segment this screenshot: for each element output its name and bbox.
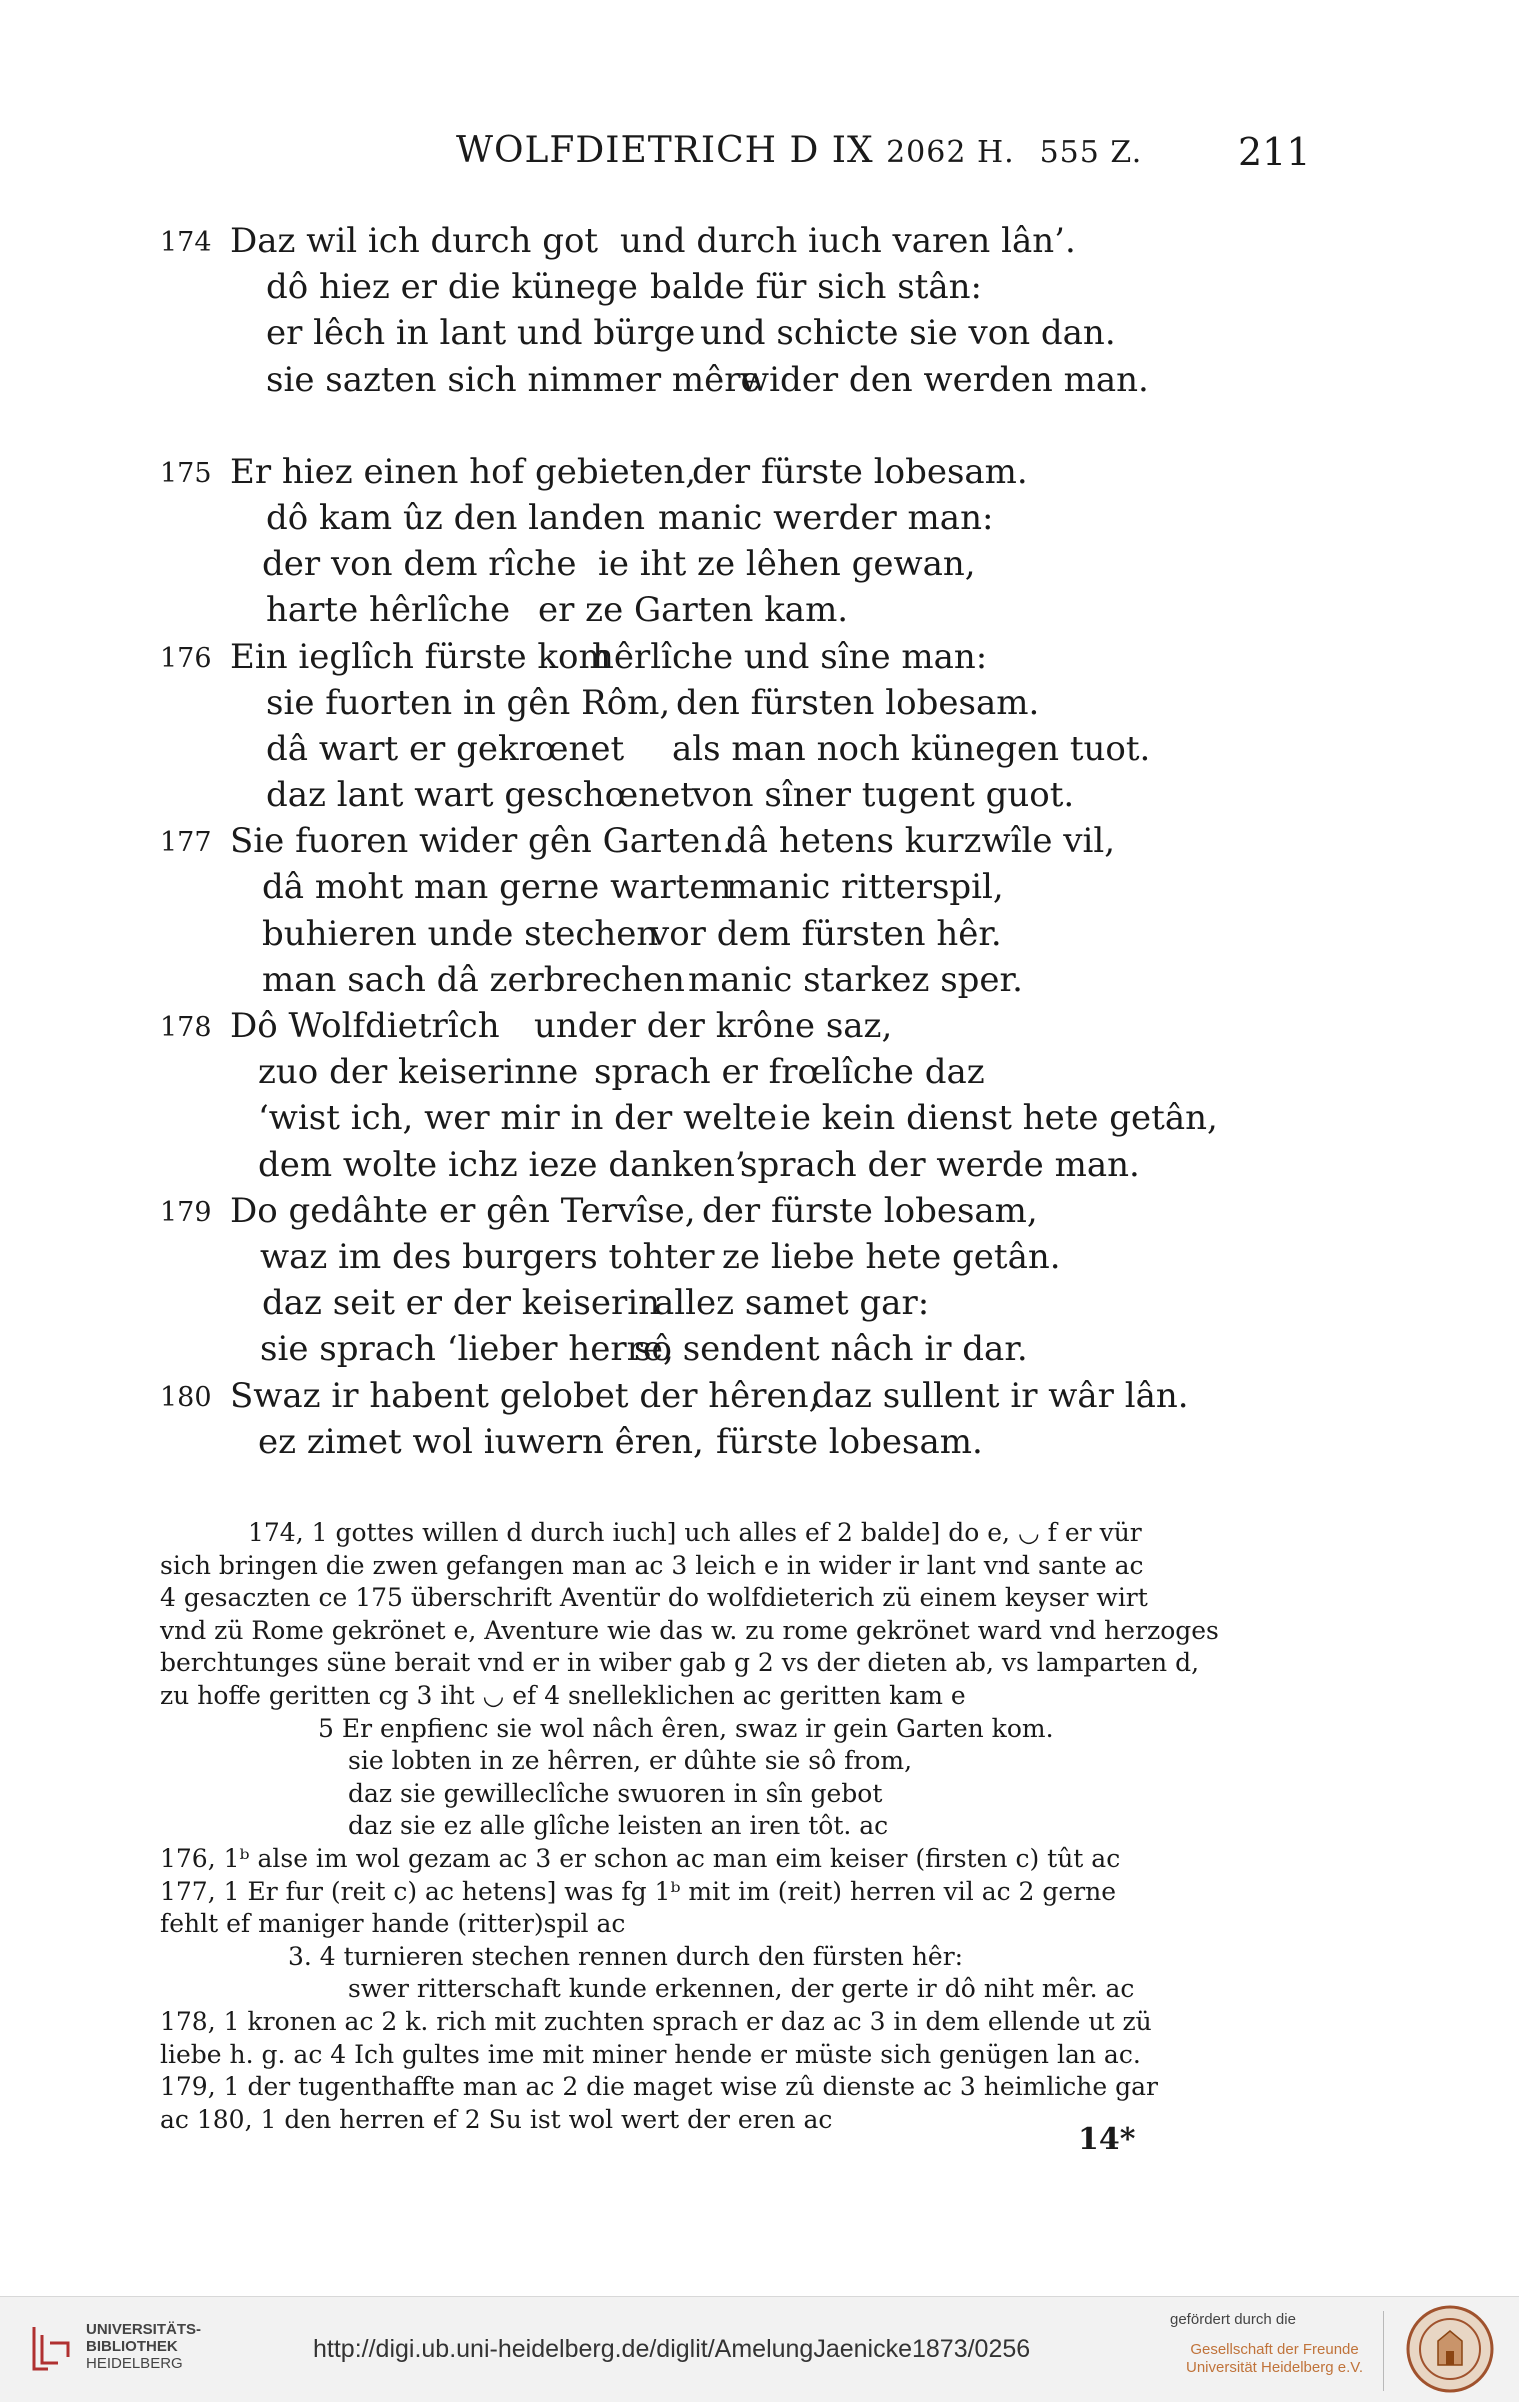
note-line (160, 1713, 1290, 1746)
stanza-number: 180 (160, 1381, 212, 1413)
verse-second-half: hêrlîche und sîne man: (592, 636, 988, 677)
stanza-177 (0, 818, 1519, 1003)
verse-first-half: daz seit er der keiserin (262, 1283, 660, 1324)
verse-first-half: sie sprach ‘lieber herre, (260, 1329, 674, 1370)
verse-line (0, 864, 1519, 910)
header-ref-1: 2062 H. (886, 135, 1015, 170)
stanza-174 (0, 218, 1519, 403)
note-line (160, 1745, 1290, 1778)
note-text: 4 gesaczten ce 175 überschrift Aventür do wolfdieterich zü einem keyser wirt (160, 1583, 1148, 1613)
verse-line (0, 587, 1519, 633)
verse-line (0, 1142, 1519, 1188)
verse-second-half: manic starkez sper. (688, 959, 1023, 1000)
verse-second-half: der fürste lobesam, (702, 1190, 1038, 1231)
verse-first-half: Dô Wolfdietrîch (230, 1006, 500, 1046)
verse-first-half: waz im des burgers tohter (260, 1236, 715, 1277)
verse-second-half: er ze Garten kam. (538, 590, 849, 631)
verse-line (0, 772, 1519, 818)
page-number: 211 (1238, 130, 1311, 174)
verse-line (0, 911, 1519, 957)
verse-line (0, 818, 1519, 864)
note-text: daz sie gewilleclîche swuoren in sîn gebot (348, 1778, 883, 1808)
stanza-number: 176 (160, 642, 212, 674)
note-text: swer ritterschaft kunde erkennen, der gerte ir dô niht mêr. ac (348, 1974, 1135, 2004)
note-text: sie lobten in ze hêrren, er dûhte sie sô from, (348, 1746, 913, 1776)
header-ref-2: 555 Z. (1039, 135, 1143, 170)
note-text: 177, 1 Er fur (reit c) ac hetens] was fg 1ᵇ mit im (reit) herren vil ac 2 gerne (160, 1876, 1117, 1906)
verse-second-half: und schicte sie von dan. (700, 313, 1116, 354)
note-line (160, 1778, 1290, 1811)
note-line (160, 1615, 1290, 1648)
verse-second-half: den fürsten lobesam. (676, 682, 1040, 723)
stanza-175 (0, 449, 1519, 634)
verse-second-half: manic ritterspil, (726, 867, 1004, 908)
note-line (160, 1582, 1290, 1615)
stanza-176 (0, 634, 1519, 819)
verse-first-half: der von dem rîche (262, 544, 577, 585)
verse-line (0, 264, 1519, 310)
verse-line (0, 218, 1519, 264)
note-line (160, 1517, 1290, 1550)
verse-first-half: zuo der keiserinne (258, 1052, 579, 1093)
header-title: WOLFDIETRICH D IX (456, 130, 874, 171)
verse-line (0, 1326, 1519, 1372)
running-header (0, 126, 1519, 186)
verse-line (0, 1003, 1519, 1049)
note-line (160, 1647, 1290, 1680)
verse-first-half: er lêch in lant und bürge (266, 313, 696, 354)
note-line (160, 1973, 1290, 2006)
verse-first-half: daz lant wart geschœnet (266, 775, 694, 816)
sponsor-name: Gesellschaft der Freunde Universität Heidelberg e.V. (1186, 2341, 1364, 2376)
verse-line (0, 495, 1519, 541)
note-line (160, 1810, 1290, 1843)
verse-first-half: Er hiez einen hof gebieten, (230, 451, 697, 492)
verse-second-half: ze liebe hete getân. (722, 1236, 1061, 1277)
note-line (160, 1908, 1290, 1941)
verse-line (0, 310, 1519, 356)
stanza-number: 175 (160, 457, 212, 489)
verse-first-half: dâ moht man gerne warten (262, 867, 732, 908)
running-title (456, 130, 1142, 171)
note-line (160, 1876, 1290, 1909)
note-text: sich bringen die zwen gefangen man ac 3 leich e in wider ir lant vnd sante ac (160, 1550, 1144, 1580)
library-logo-icon (28, 2323, 74, 2375)
note-line (160, 2006, 1290, 2039)
note-line (160, 1680, 1290, 1713)
verse-line (0, 1049, 1519, 1095)
verse-first-half: dô hiez er die künege (266, 267, 638, 308)
verse-first-half: dem wolte ichz ieze danken’ (258, 1144, 746, 1185)
verse-first-half: dô kam ûz den landen (266, 497, 645, 538)
permalink-url[interactable]: http://digi.ub.uni-heidelberg.de/diglit/AmelungJaenicke1873/0256 (313, 2335, 1031, 2363)
verse-second-half: als man noch künegen tuot. (672, 728, 1151, 769)
verse-line (0, 1280, 1519, 1326)
verse-second-half: allez samet gar: (654, 1283, 930, 1324)
stanza-number: 174 (160, 227, 212, 258)
verse-second-half: manic werder man: (658, 497, 994, 538)
verse-second-half: ie kein dienst hete getân, (780, 1098, 1218, 1139)
stanza-178 (0, 1003, 1519, 1188)
note-text: ac 180, 1 den herren ef 2 Su ist wol wert der eren ac (160, 2104, 833, 2134)
verse-first-half: sie fuorten in gên Rôm, (266, 682, 671, 723)
note-text: 178, 1 kronen ac 2 k. rich mit zuchten sprach er daz ac 3 in dem ellende ut zü (160, 2006, 1152, 2036)
verse-line (0, 1234, 1519, 1280)
verse-first-half: dâ wart er gekrœnet (266, 728, 625, 769)
note-line (160, 1843, 1290, 1876)
verse-line (0, 957, 1519, 1003)
verse-second-half: sô sendent nâch ir dar. (634, 1329, 1028, 1370)
verse-second-half: wider den werden man. (740, 359, 1149, 400)
note-text: 5 Er enpfienc sie wol nâch êren, swaz ir gein Garten kom. (318, 1713, 1054, 1743)
verse-second-half: dâ hetens kurzwîle vil, (726, 821, 1116, 862)
signature-mark: 14* (1078, 2122, 1136, 2157)
university-seal-icon (1404, 2303, 1496, 2395)
note-line (160, 2039, 1290, 2072)
verse-second-half: daz sullent ir wâr lân. (812, 1375, 1189, 1416)
verse-first-half: ez zimet wol iuwern êren, (258, 1421, 704, 1462)
note-text: 176, 1ᵇ alse im wol gezam ac 3 er schon ac man eim keiser (firsten c) tût ac (160, 1843, 1121, 1873)
note-line (160, 2071, 1290, 2104)
stanza-number: 179 (160, 1196, 212, 1228)
note-text: 174, 1 gottes willen d durch iuch] uch alles ef 2 balde] do e, ◡ f er vür (248, 1518, 1142, 1547)
note-text: vnd zü Rome gekrönet e, Aventure wie das w. zu rome gekrönet ward vnd herzoges (160, 1615, 1219, 1645)
verse-first-half: Sie fuoren wider gên Garten. (230, 821, 733, 862)
stanza-179 (0, 1188, 1519, 1373)
verse-line (0, 726, 1519, 772)
verse-first-half: Swaz ir habent gelobet der hêren, (230, 1375, 820, 1416)
note-text: fehlt ef maniger hande (ritter)spil ac (160, 1909, 626, 1939)
verse-second-half: under der krône saz, (534, 1006, 893, 1046)
verse-line (0, 541, 1519, 587)
note-text: 179, 1 der tugenthaffte man ac 2 die maget wise zû dienste ac 3 heimliche gar (160, 2072, 1159, 2102)
stanza-number: 177 (160, 827, 212, 859)
verse-second-half: von sîner tugent guot. (692, 775, 1075, 816)
verse-second-half: und durch iuch varen lân’. (620, 221, 1076, 261)
verse-first-half: Ein ieglîch fürste kom (230, 636, 611, 677)
note-line (160, 1550, 1290, 1583)
verse-second-half: fürste lobesam. (716, 1421, 983, 1462)
note-text: 3. 4 turnieren stechen rennen durch den fürsten hêr: (288, 1941, 964, 1971)
verse-line (0, 1419, 1519, 1465)
verse-second-half: der fürste lobesam. (692, 451, 1028, 492)
stanza-number: 178 (160, 1012, 212, 1043)
note-text: liebe h. g. ac 4 Ich gultes ime mit miner hende er müste sich genügen lan ac. (160, 2039, 1141, 2069)
verse-line (0, 634, 1519, 680)
verse-text (0, 218, 1519, 1465)
verse-first-half: Do gedâhte er gên Tervîse, (230, 1190, 696, 1231)
verse-second-half: balde für sich stân: (650, 267, 982, 308)
note-text: daz sie ez alle glîche leisten an iren tôt. ac (348, 1811, 889, 1841)
footer-bar (0, 2296, 1519, 2402)
verse-line (0, 1188, 1519, 1234)
verse-second-half: sprach der werde man. (740, 1144, 1140, 1185)
verse-line (0, 449, 1519, 495)
verse-line (0, 1373, 1519, 1419)
footer-divider (1383, 2311, 1384, 2391)
stanza-180 (0, 1373, 1519, 1465)
apparatus-notes (160, 1517, 1290, 2136)
verse-first-half: man sach dâ zerbrechen (262, 959, 685, 1000)
verse-first-half: sie sazten sich nimmer mêre (266, 359, 761, 400)
library-name: UNIVERSITÄTS- BIBLIOTHEK HEIDELBERG (86, 2321, 202, 2372)
verse-first-half: buhieren unde stechen (262, 913, 659, 954)
verse-first-half: ‘wist ich, wer mir in der welte (258, 1098, 777, 1139)
sponsor-label: gefördert durch die (1170, 2311, 1296, 2328)
note-text: zu hoffe geritten cg 3 iht ◡ ef 4 snelleklichen ac geritten kam e (160, 1680, 966, 1710)
verse-line (0, 680, 1519, 726)
note-line (160, 1941, 1290, 1974)
verse-line (0, 1095, 1519, 1141)
note-text: berchtunges süne berait vnd er in wiber gab g 2 vs der dieten ab, vs lamparten d, (160, 1648, 1200, 1678)
verse-second-half: sprach er frœlîche daz (594, 1052, 985, 1093)
verse-first-half: harte hêrlîche (266, 590, 511, 631)
verse-second-half: vor dem fürsten hêr. (650, 913, 1002, 954)
verse-second-half: ie iht ze lêhen gewan, (598, 544, 976, 585)
verse-first-half: Daz wil ich durch got (230, 221, 599, 261)
verse-line (0, 357, 1519, 403)
